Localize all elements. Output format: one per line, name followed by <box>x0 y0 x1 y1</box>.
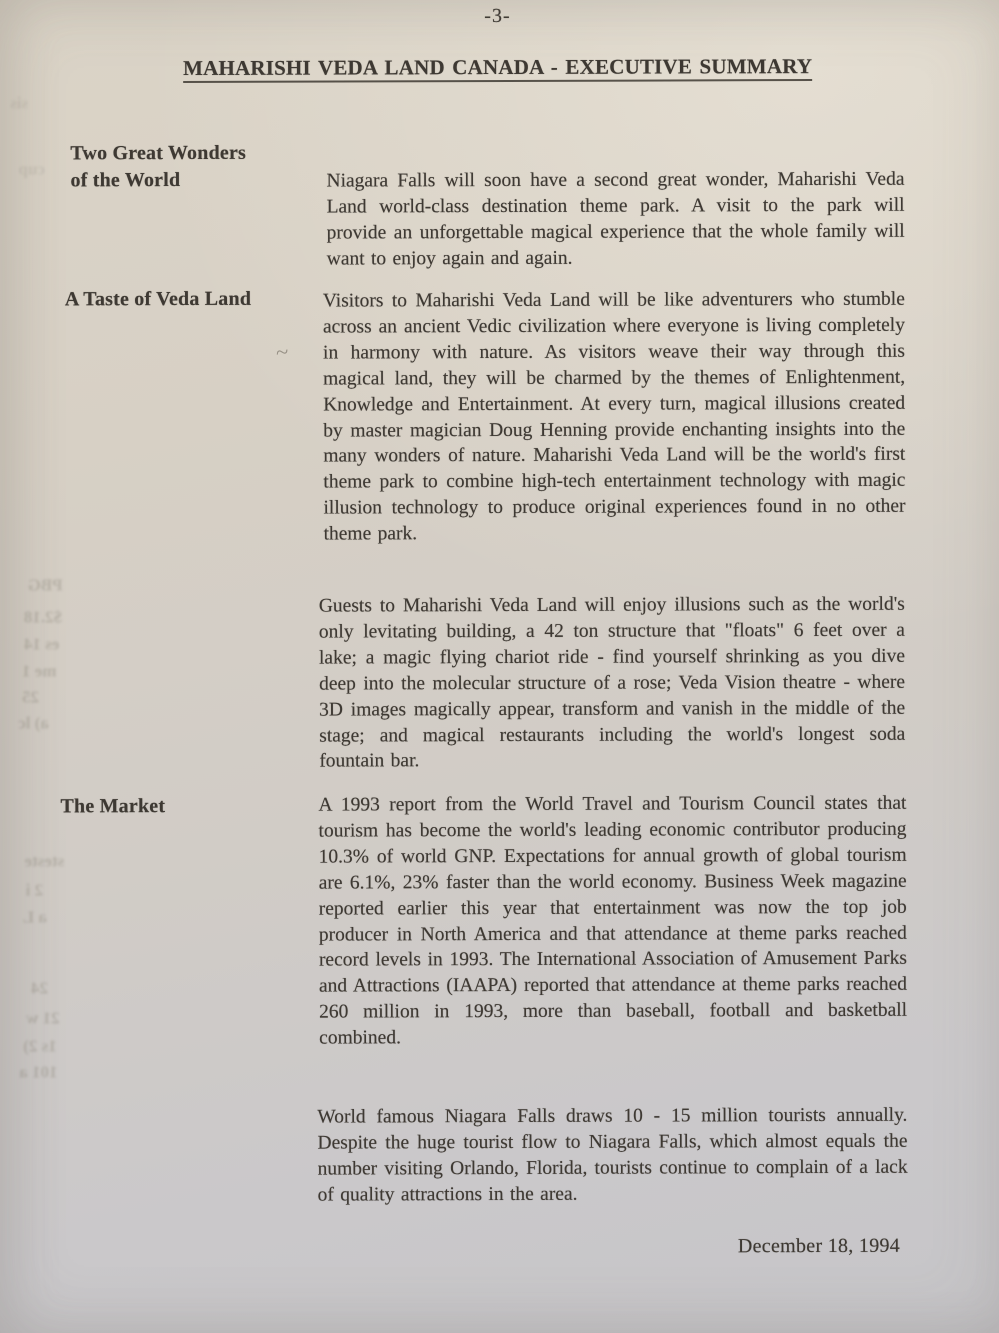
document-title <box>0 53 997 81</box>
paragraph-guests-illusions: Guests to Maharishi Veda Land will enjoy illusions such as the world's only levitating building, a 42 ton structure that "floats" 6 feet over a lake; a magic flying chariot ride - find yourself shrinking as you dive deep into the molecular structure of a rose; Veda Vision theatre - where 3D images magically appear, transform and vanish in the middle of the stage; and magical restaurants including the world's longest soda fountain bar. <box>318 593 906 773</box>
bleedthrough-mark: a L <box>22 907 47 927</box>
bleedthrough-mark: steste <box>24 851 65 871</box>
bleedthrough-mark: cup <box>18 159 45 179</box>
section-heading-two-great-wonders: Two Great Wonders of the World <box>70 141 247 192</box>
bleedthrough-mark: 1s 2) <box>23 1036 57 1056</box>
bleedthrough-mark: 21 w <box>26 1008 60 1028</box>
page-number: -3- <box>484 4 511 28</box>
section-heading-taste-of-veda-land: A Taste of Veda Land <box>64 287 252 311</box>
bleedthrough-mark: a) lc <box>18 713 49 733</box>
bleedthrough-mark: 24 <box>30 978 49 998</box>
paragraph-tourism-report: A 1993 report from the World Travel and Tourism Council states that tourism has become the world's leading economic contributor producing 10.3% of world GNP. Expectations for annual growth of global tourism are 6.1%, 23% faster than the world economy. Business Week magazine reported earlier this year that entertainment was now the top job producer in North America and that attendance at theme parks reached record levels in 1993. The International Association of Amusement Parks and Attractions (IAAPA) reported that attendance at theme parks reached 260 million in 1993, more than baseball, football and basketball combined. <box>318 792 908 1049</box>
section-heading-the-market: The Market <box>60 795 166 818</box>
bleedthrough-mark: 25 <box>22 687 40 707</box>
bleedthrough-mark: 101 a <box>19 1062 58 1082</box>
paragraph-niagara-tourists: World famous Niagara Falls draws 10 - 15 million tourists annually. Despite the huge tourist flow to Niagara Falls, which almost equals the number visiting Orlando, Florida, tourists continue to complain of a lack of quality attractions in the area. <box>317 1104 908 1206</box>
document-date: December 18, 1994 <box>737 1234 901 1258</box>
document-title-text: MAHARISHI VEDA LAND CANADA - EXECUTIVE SUMMARY <box>183 54 812 83</box>
paragraph-visitors-adventurers: Visitors to Maharishi Veda Land will be like adventurers who stumble across an ancient Vedic civilization where everyone is living completely in harmony with nature. As visitors weave their way through this magical land, they will be charmed by the themes of Enlightenment, Knowledge and Entertainment. At every turn, magical illusions created by master magician Doug Henning provide enchanting insights into the many wonders of nature. Maharishi Veda Land will be the world's first theme park to combine high-tech entertainment technology with magic illusion technology to produce original experiences found in no other theme park. <box>322 288 906 545</box>
bleedthrough-mark: sis <box>10 93 29 113</box>
bleedthrough-mark: es 14 <box>23 634 60 654</box>
bleedthrough-mark: 2 i <box>25 880 44 900</box>
bleedthrough-mark: PBG <box>27 575 63 595</box>
bleedthrough-mark: $2.18 <box>23 607 63 627</box>
pencil-tilde-mark: ~ <box>274 339 290 366</box>
bleedthrough-mark: me 1 <box>21 661 57 681</box>
paragraph-niagara-second-wonder: Niagara Falls will soon have a second great wonder, Maharishi Veda Land world-class destination theme park. A visit to the park will provide an unforgettable magical experience that the whole family will want to enjoy again and again. <box>326 168 905 270</box>
